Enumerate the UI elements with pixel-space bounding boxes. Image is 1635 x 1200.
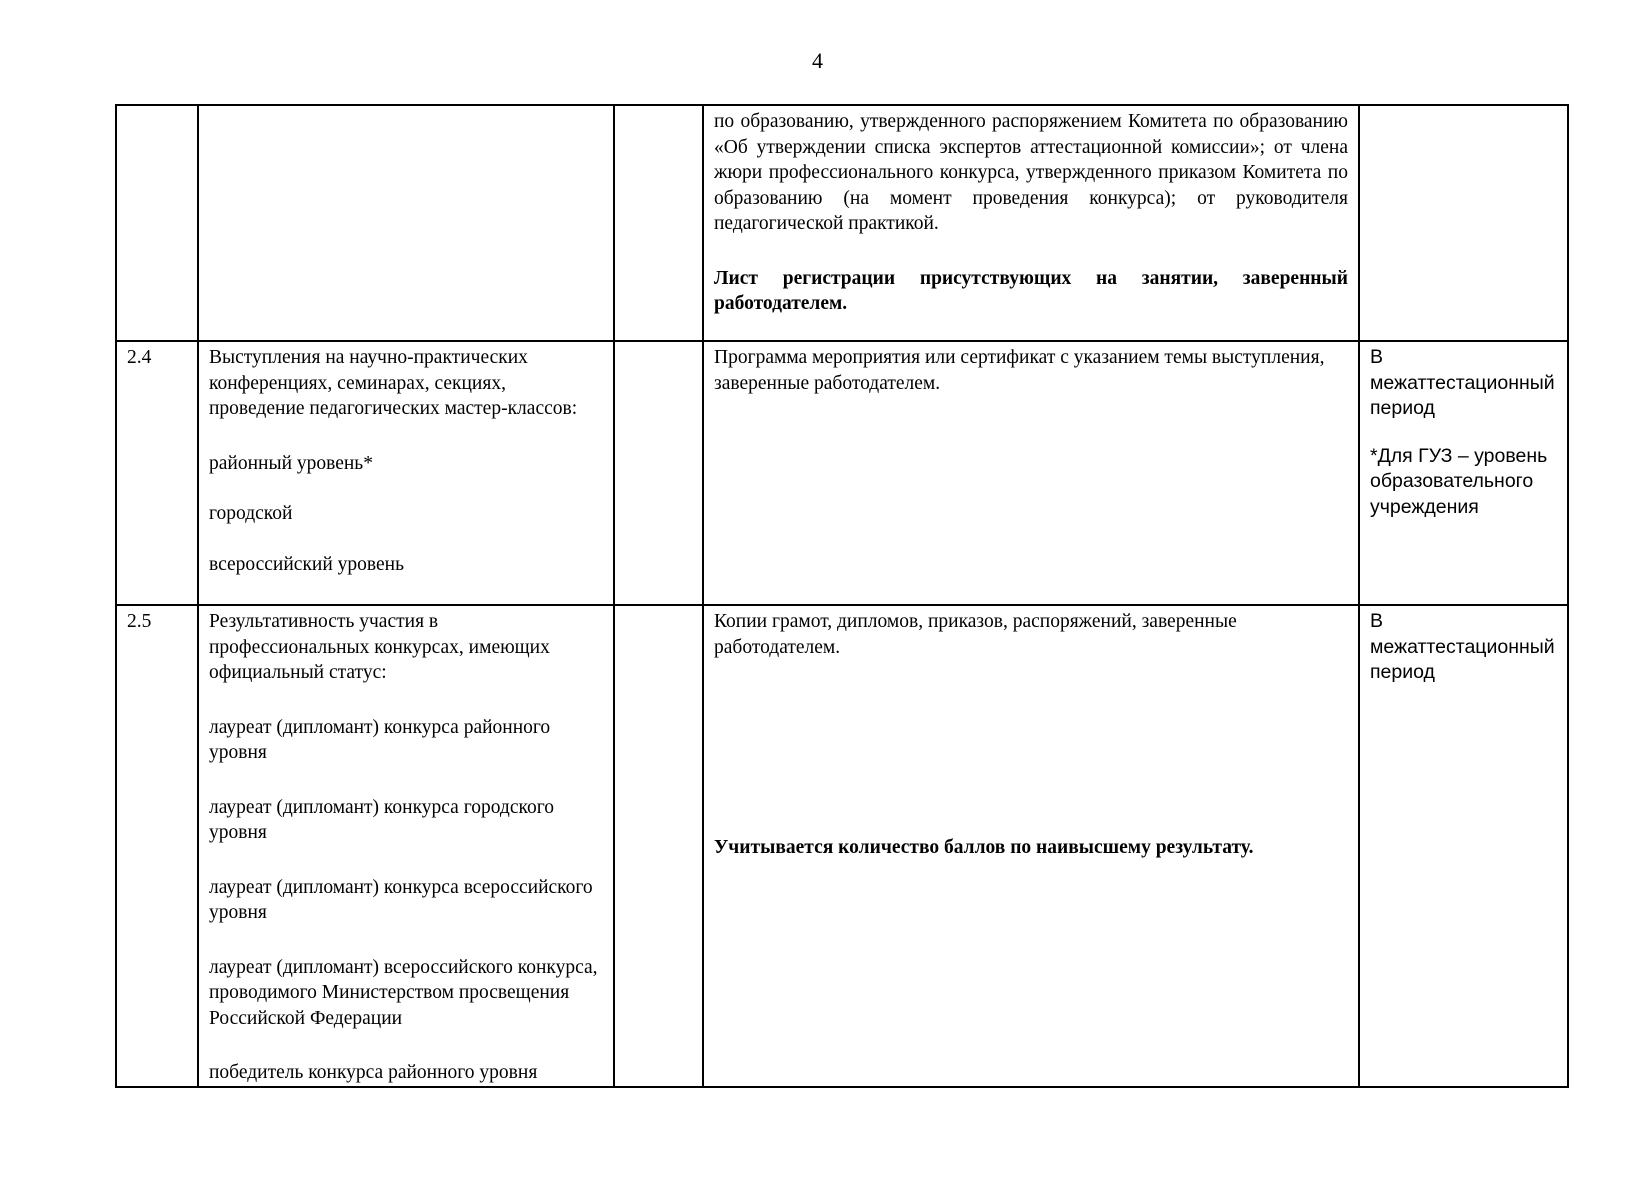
note-period: В межаттестационный период (1370, 610, 1555, 683)
cell-documents (703, 341, 1359, 605)
doc-text: Программа мероприятия или сертификат с указанием темы выступления, заверенные работодателем. (714, 347, 1325, 394)
cell-points (614, 341, 703, 605)
table-row-2-4 (116, 341, 1568, 605)
level-item: лауреат (дипломант) всероссийского конкурса, проводимого Министерством просвещения Российской Федерации (209, 956, 598, 1029)
level-item: лауреат (дипломант) конкурса всероссийского уровня (209, 876, 593, 923)
page-number: 4 (812, 48, 823, 73)
level-item: всероссийский уровень (209, 553, 405, 575)
note-period: В межаттестационный период (1370, 346, 1555, 419)
doc-text: по образованию, утвержденного распоряжением Комитета по образованию «Об утверждении списка экспертов аттестационной комиссии»; от члена жюри профессионального конкурса, утвержденного приказом Комитета по образованию (на момент проведения конкурса); от руководителя педагогической практикой. (714, 111, 1348, 234)
cell-name (198, 341, 614, 605)
level-item: районный уровень* (209, 452, 373, 474)
criterion-title: Результативность участия в профессиональных конкурсах, имеющих официальный статус: (209, 611, 550, 683)
cell-note (1359, 341, 1568, 605)
table-row-2-5 (116, 605, 1568, 1087)
cell-note (1359, 105, 1568, 341)
cell-points (614, 605, 703, 1087)
cell-name (198, 605, 614, 1087)
cell-documents (703, 105, 1359, 341)
level-item: лауреат (дипломант) конкурса городского уровня (209, 796, 554, 843)
table-row-continuation (116, 105, 1568, 341)
row-number: 2.4 (116, 341, 198, 605)
cell-name (198, 105, 614, 341)
row-number: 2.5 (116, 605, 198, 1087)
level-item: городской (209, 503, 293, 524)
note-guz: *Для ГУЗ – уровень образовательного учреждения (1370, 444, 1548, 518)
cell-note (1359, 605, 1568, 1087)
doc-text: Копии грамот, дипломов, приказов, распоряжений, заверенные работодателем. (714, 611, 1237, 658)
level-item: лауреат (дипломант) конкурса районного уровня (209, 716, 551, 763)
doc-bold-note: Лист регистрации присутствующих на занятии, заверенный работодателем. (714, 267, 1348, 314)
cell-points (614, 105, 703, 341)
criterion-title: Выступления на научно-практических конференциях, семинарах, секциях, проведение педагогических мастер-классов: (209, 347, 578, 419)
cell-documents (703, 605, 1359, 1087)
doc-bold-note: Учитывается количество баллов по наивысшему результату. (714, 837, 1254, 858)
level-item: победитель конкурса районного уровня (209, 1062, 538, 1083)
cell-num (116, 105, 198, 341)
criteria-table (115, 104, 1569, 1088)
